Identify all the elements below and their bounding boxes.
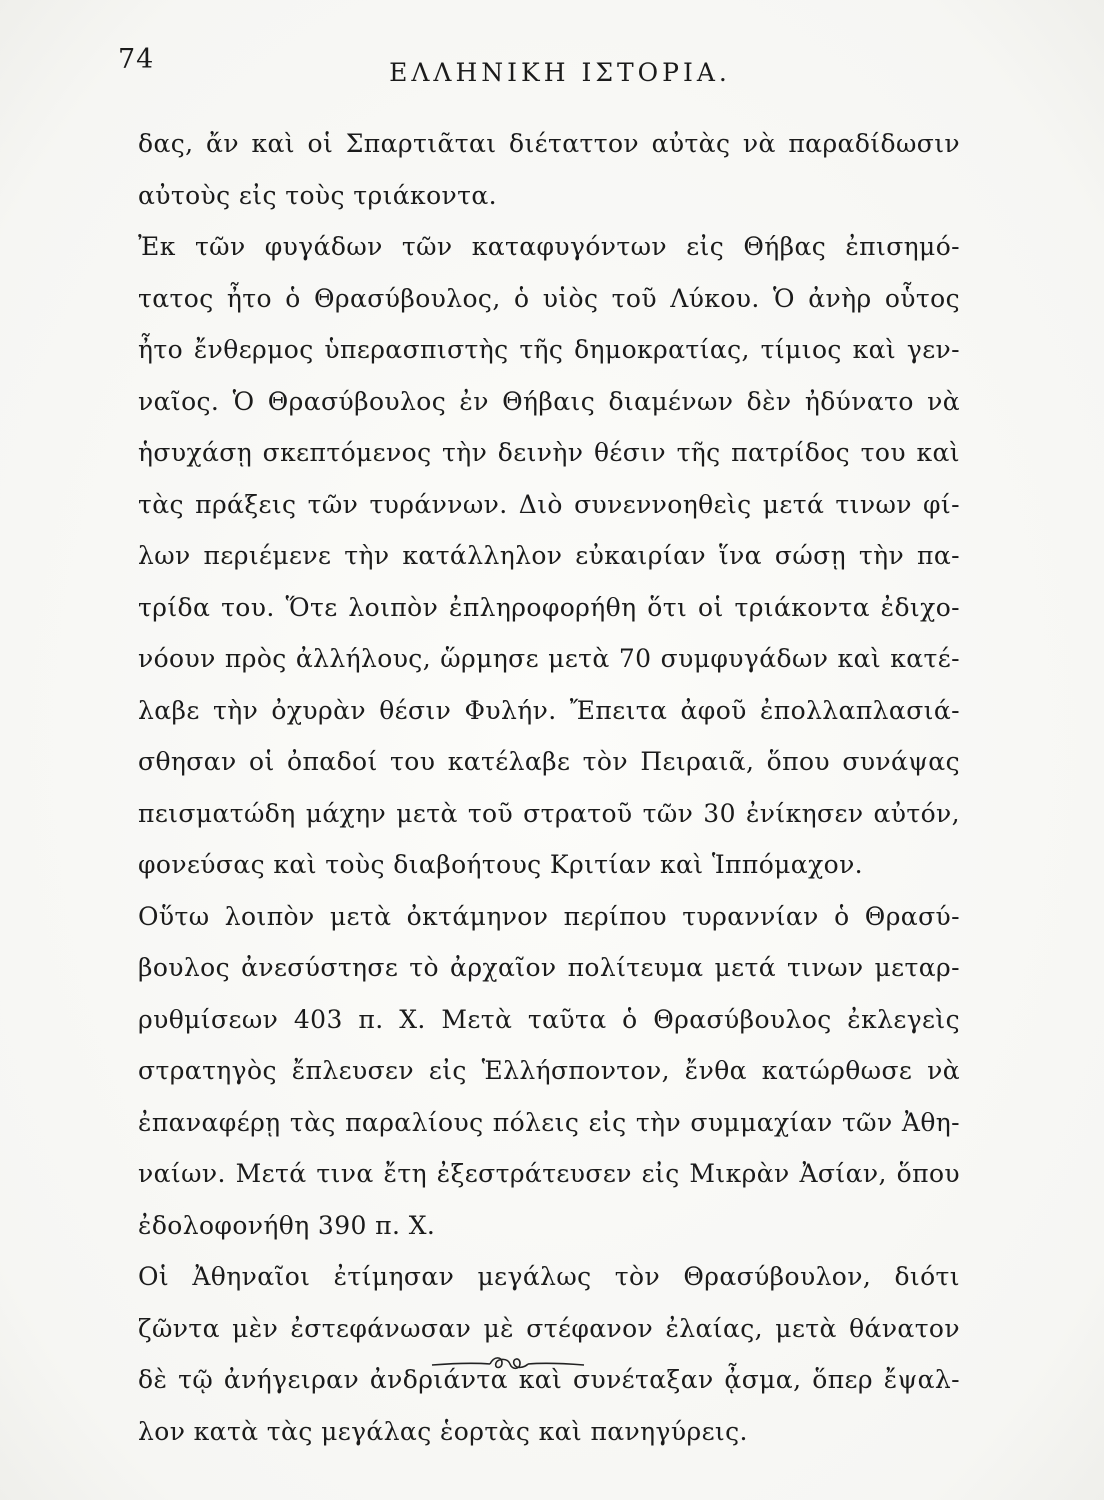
paragraph-2	[138, 221, 960, 891]
text-line: βουλος ἀνεσύστησε τὸ ἀρχαῖον πολίτευμα μετά τινων μεταρ-	[138, 953, 960, 982]
text-line: νόουν πρὸς ἀλλήλους, ὥρμησε μετὰ 70 συμφυγάδων καὶ κατέ-	[138, 644, 960, 673]
text-line: τατος ἦτο ὁ Θρασύβουλος, ὁ υἱὸς τοῦ Λύκου. Ὁ ἀνὴρ οὗτος	[138, 283, 960, 313]
text-line: στρατηγὸς ἔπλευσεν εἰς Ἑλλήσποντον, ἔνθα κατώρθωσε νὰ	[138, 1056, 960, 1085]
text-line: τρίδα του. Ὅτε λοιπὸν ἐπληροφορήθη ὅτι οἱ τριάκοντα ἐδιχο-	[138, 592, 960, 622]
text-line: δὲ τῷ ἀνήγειραν ἀνδριάντα καὶ συνέταξαν ᾆσμα, ὅπερ ἔψαλ-	[138, 1365, 960, 1394]
tailpiece-flourish-icon	[428, 1350, 588, 1378]
page-number: 74	[118, 44, 155, 75]
text-line: ἦτο ἔνθερμος ὑπερασπιστὴς τῆς δημοκρατίας, τίμιος καὶ γεν-	[138, 335, 960, 364]
text-line: ναῖος. Ὁ Θρασύβουλος ἐν Θήβαις διαμένων δὲν ἠδύνατο νὰ	[138, 386, 960, 416]
text-line: ζῶντα μὲν ἐστεφάνωσαν μὲ στέφανον ἐλαίας, μετὰ θάνατον	[138, 1313, 960, 1343]
text-line: λων περιέμενε τὴν κατάλληλον εὐκαιρίαν ἵνα σώσῃ τὴν πα-	[138, 541, 960, 570]
text-line: Ἐκ τῶν φυγάδων τῶν καταφυγόντων εἰς Θήβας ἐπισημό-	[138, 232, 960, 261]
text-line: ἐδολοφονήθη 390 π. Χ.	[138, 1210, 436, 1240]
text-line: δας, ἄν καὶ οἱ Σπαρτιᾶται διέταττον αὐτὰς νὰ παραδίδωσιν	[138, 129, 960, 158]
text-line: τὰς πράξεις τῶν τυράννων. Διὸ συνεννοηθεὶς μετά τινων φί-	[138, 489, 960, 519]
text-line: ἐπαναφέρῃ τὰς παραλίους πόλεις εἰς τὴν συμμαχίαν τῶν Ἀθη-	[138, 1107, 960, 1137]
text-line: αὐτοὺς εἰς τοὺς τριάκοντα.	[138, 180, 497, 210]
text-line: ἡσυχάσῃ σκεπτόμενος τὴν δεινὴν θέσιν τῆς πατρίδος του καὶ	[138, 438, 960, 467]
text-line: πεισματώδη μάχην μετὰ τοῦ στρατοῦ τῶν 30 ἐνίκησεν αὐτόν,	[138, 798, 960, 828]
text-line: σθησαν οἱ ὀπαδοί του κατέλαβε τὸν Πειραιᾶ, ὅπου συνάψας	[138, 747, 960, 776]
page-body	[138, 118, 960, 1457]
text-line: Οὕτω λοιπὸν μετὰ ὀκτάμηνον περίπου τυραννίαν ὁ Θρασύ-	[138, 901, 960, 931]
text-line: ρυθμίσεων 403 π. Χ. Μετὰ ταῦτα ὁ Θρασύβουλος ἐκλεγεὶς	[138, 1004, 960, 1034]
paragraph-3	[138, 891, 960, 1252]
text-line: λον κατὰ τὰς μεγάλας ἑορτὰς καὶ πανηγύρεις.	[138, 1416, 748, 1446]
text-line: ναίων. Μετά τινα ἔτη ἐξεστράτευσεν εἰς Μικρὰν Ἀσίαν, ὅπου	[138, 1159, 960, 1188]
paragraph-1	[138, 118, 960, 221]
running-head: ΕΛΛΗΝΙΚΗ ΙΣΤΟΡΙΑ.	[389, 58, 731, 87]
text-line: λαβε τὴν ὀχυρὰν θέσιν Φυλήν. Ἔπειτα ἀφοῦ ἐπολλαπλασιά-	[138, 695, 960, 725]
text-line: Οἱ Ἀθηναῖοι ἐτίμησαν μεγάλως τὸν Θρασύβουλον, διότι	[138, 1262, 960, 1291]
text-line: φονεύσας καὶ τοὺς διαβοήτους Κριτίαν καὶ Ἱππόμαχον.	[138, 850, 864, 879]
